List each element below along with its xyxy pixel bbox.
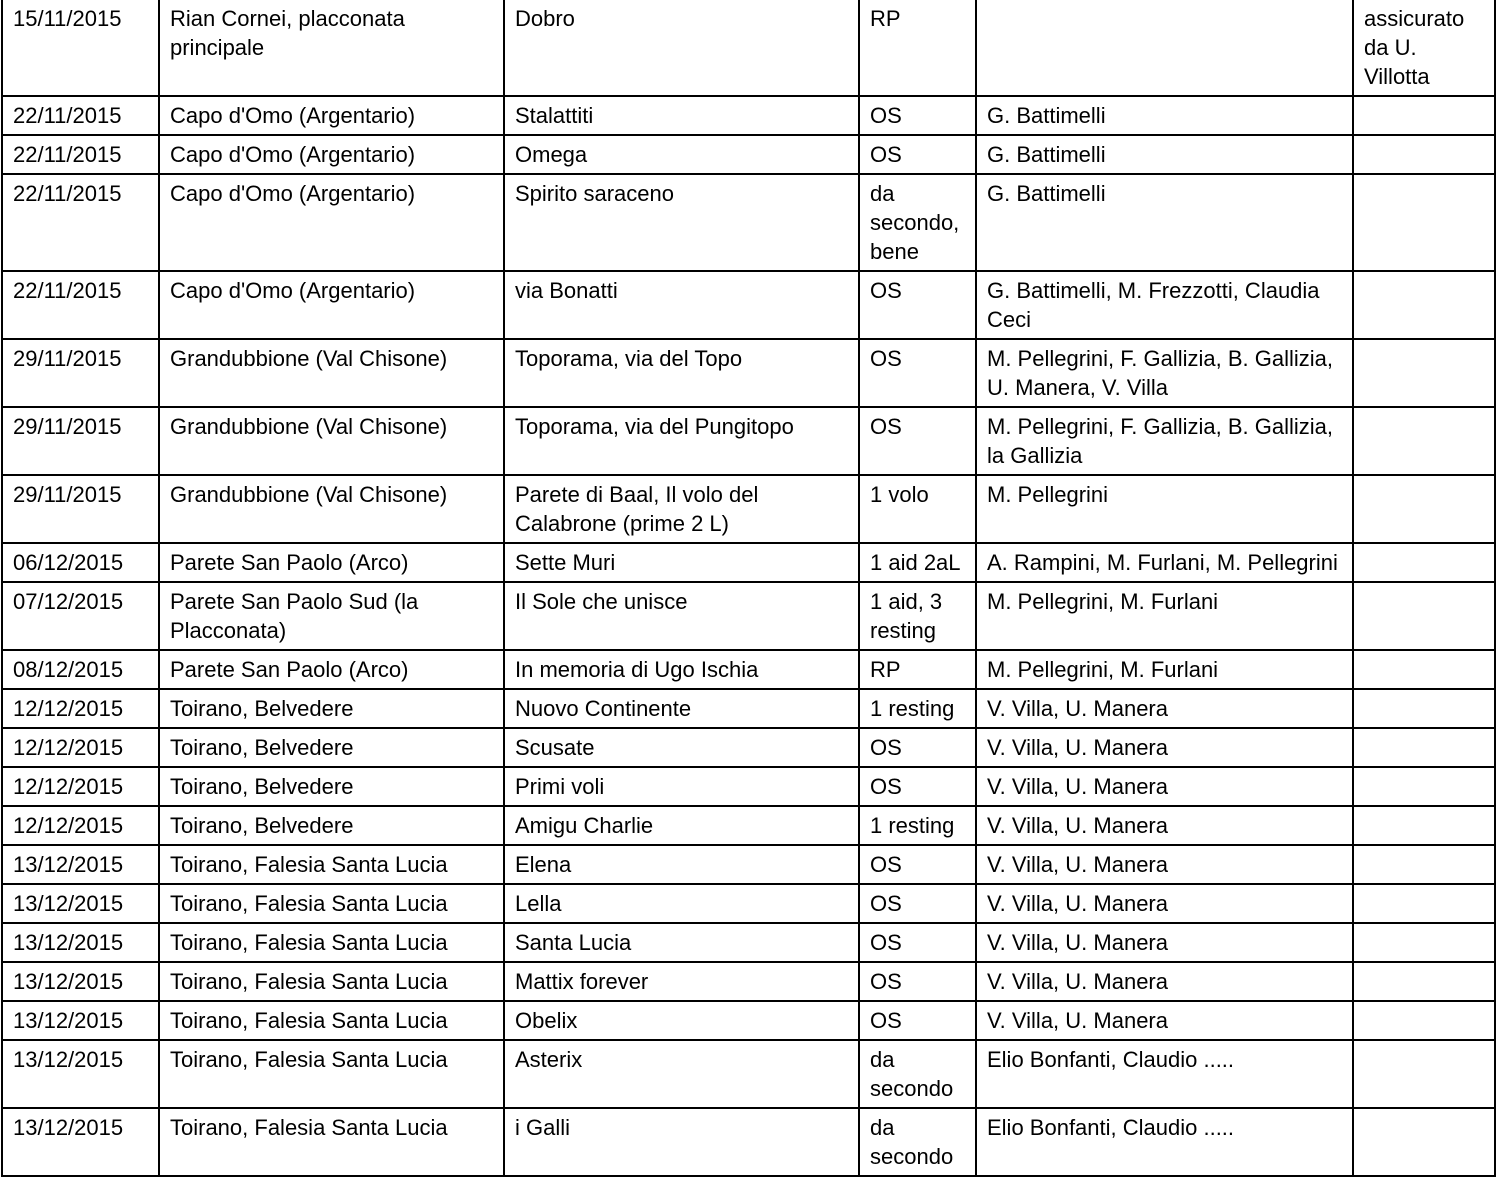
cell-date: 13/12/2015 <box>2 962 159 1001</box>
table-row <box>2 1108 1495 1176</box>
cell-notes <box>1353 271 1495 339</box>
cell-partners: M. Pellegrini, F. Gallizia, B. Gallizia, la Gallizia <box>976 407 1353 475</box>
cell-route: Dobro <box>504 0 859 96</box>
table-body <box>2 0 1495 1176</box>
cell-notes <box>1353 1040 1495 1108</box>
cell-notes <box>1353 728 1495 767</box>
cell-date: 22/11/2015 <box>2 174 159 271</box>
table-row <box>2 767 1495 806</box>
cell-location: Toirano, Falesia Santa Lucia <box>159 923 504 962</box>
cell-style: 1 resting <box>859 689 976 728</box>
cell-route: Spirito saraceno <box>504 174 859 271</box>
cell-date: 22/11/2015 <box>2 96 159 135</box>
cell-style: 1 resting <box>859 806 976 845</box>
cell-location: Toirano, Belvedere <box>159 728 504 767</box>
cell-route: Primi voli <box>504 767 859 806</box>
cell-location: Toirano, Belvedere <box>159 689 504 728</box>
cell-route: In memoria di Ugo Ischia <box>504 650 859 689</box>
cell-notes <box>1353 845 1495 884</box>
cell-style: OS <box>859 271 976 339</box>
cell-date: 07/12/2015 <box>2 582 159 650</box>
cell-notes <box>1353 543 1495 582</box>
cell-location: Capo d'Omo (Argentario) <box>159 135 504 174</box>
cell-date: 22/11/2015 <box>2 135 159 174</box>
cell-route: Asterix <box>504 1040 859 1108</box>
cell-notes <box>1353 96 1495 135</box>
cell-date: 12/12/2015 <box>2 728 159 767</box>
cell-location: Toirano, Falesia Santa Lucia <box>159 1108 504 1176</box>
cell-date: 06/12/2015 <box>2 543 159 582</box>
cell-route: Elena <box>504 845 859 884</box>
cell-location: Rian Cornei, placconata principale <box>159 0 504 96</box>
cell-partners: V. Villa, U. Manera <box>976 806 1353 845</box>
table-row <box>2 1040 1495 1108</box>
cell-partners: V. Villa, U. Manera <box>976 845 1353 884</box>
cell-style: OS <box>859 767 976 806</box>
table-row <box>2 650 1495 689</box>
cell-style: OS <box>859 923 976 962</box>
cell-notes <box>1353 767 1495 806</box>
cell-location: Parete San Paolo (Arco) <box>159 650 504 689</box>
cell-date: 13/12/2015 <box>2 923 159 962</box>
table-row <box>2 962 1495 1001</box>
cell-partners: V. Villa, U. Manera <box>976 962 1353 1001</box>
cell-route: Obelix <box>504 1001 859 1040</box>
table-row <box>2 174 1495 271</box>
table-row <box>2 689 1495 728</box>
table-row <box>2 845 1495 884</box>
cell-location: Toirano, Falesia Santa Lucia <box>159 845 504 884</box>
cell-notes <box>1353 475 1495 543</box>
cell-partners: A. Rampini, M. Furlani, M. Pellegrini <box>976 543 1353 582</box>
cell-style: OS <box>859 1001 976 1040</box>
cell-style: OS <box>859 407 976 475</box>
cell-style: OS <box>859 962 976 1001</box>
cell-route: Il Sole che unisce <box>504 582 859 650</box>
cell-partners: V. Villa, U. Manera <box>976 689 1353 728</box>
cell-location: Toirano, Belvedere <box>159 806 504 845</box>
cell-notes <box>1353 1001 1495 1040</box>
cell-style: 1 aid 2aL <box>859 543 976 582</box>
cell-route: Mattix forever <box>504 962 859 1001</box>
cell-notes <box>1353 884 1495 923</box>
table-row <box>2 135 1495 174</box>
cell-route: Santa Lucia <box>504 923 859 962</box>
cell-location: Grandubbione (Val Chisone) <box>159 407 504 475</box>
cell-partners: G. Battimelli <box>976 135 1353 174</box>
cell-partners: Elio Bonfanti, Claudio ..... <box>976 1108 1353 1176</box>
table-row <box>2 728 1495 767</box>
cell-date: 12/12/2015 <box>2 767 159 806</box>
cell-route: i Galli <box>504 1108 859 1176</box>
cell-date: 29/11/2015 <box>2 475 159 543</box>
cell-notes: assicurato da U. Villotta <box>1353 0 1495 96</box>
cell-notes <box>1353 1108 1495 1176</box>
table-row <box>2 923 1495 962</box>
cell-location: Capo d'Omo (Argentario) <box>159 96 504 135</box>
cell-notes <box>1353 806 1495 845</box>
cell-partners: G. Battimelli <box>976 174 1353 271</box>
cell-location: Toirano, Falesia Santa Lucia <box>159 884 504 923</box>
cell-partners <box>976 0 1353 96</box>
cell-style: da secondo <box>859 1040 976 1108</box>
cell-notes <box>1353 923 1495 962</box>
cell-partners: M. Pellegrini, M. Furlani <box>976 650 1353 689</box>
cell-date: 13/12/2015 <box>2 845 159 884</box>
cell-location: Parete San Paolo Sud (la Placconata) <box>159 582 504 650</box>
table-row <box>2 1001 1495 1040</box>
cell-style: OS <box>859 339 976 407</box>
cell-style: OS <box>859 845 976 884</box>
cell-location: Toirano, Falesia Santa Lucia <box>159 1001 504 1040</box>
cell-date: 13/12/2015 <box>2 1001 159 1040</box>
cell-location: Toirano, Falesia Santa Lucia <box>159 962 504 1001</box>
climbing-log-table <box>1 0 1496 1177</box>
cell-partners: G. Battimelli <box>976 96 1353 135</box>
cell-date: 13/12/2015 <box>2 884 159 923</box>
cell-location: Parete San Paolo (Arco) <box>159 543 504 582</box>
cell-date: 22/11/2015 <box>2 271 159 339</box>
cell-notes <box>1353 689 1495 728</box>
table-row <box>2 543 1495 582</box>
cell-style: OS <box>859 884 976 923</box>
cell-route: Toporama, via del Topo <box>504 339 859 407</box>
table-row <box>2 806 1495 845</box>
cell-route: via Bonatti <box>504 271 859 339</box>
cell-route: Omega <box>504 135 859 174</box>
cell-route: Parete di Baal, Il volo del Calabrone (prime 2 L) <box>504 475 859 543</box>
table-row <box>2 582 1495 650</box>
cell-route: Stalattiti <box>504 96 859 135</box>
table-row <box>2 407 1495 475</box>
cell-date: 29/11/2015 <box>2 407 159 475</box>
cell-date: 15/11/2015 <box>2 0 159 96</box>
cell-partners: V. Villa, U. Manera <box>976 767 1353 806</box>
cell-notes <box>1353 582 1495 650</box>
cell-date: 12/12/2015 <box>2 806 159 845</box>
cell-route: Scusate <box>504 728 859 767</box>
cell-location: Toirano, Falesia Santa Lucia <box>159 1040 504 1108</box>
cell-date: 13/12/2015 <box>2 1040 159 1108</box>
cell-partners: V. Villa, U. Manera <box>976 1001 1353 1040</box>
table-row <box>2 271 1495 339</box>
cell-partners: M. Pellegrini, M. Furlani <box>976 582 1353 650</box>
cell-partners: V. Villa, U. Manera <box>976 923 1353 962</box>
table-row <box>2 339 1495 407</box>
cell-style: da secondo <box>859 1108 976 1176</box>
cell-style: OS <box>859 96 976 135</box>
cell-date: 13/12/2015 <box>2 1108 159 1176</box>
cell-partners: G. Battimelli, M. Frezzotti, Claudia Ceci <box>976 271 1353 339</box>
cell-date: 29/11/2015 <box>2 339 159 407</box>
cell-location: Capo d'Omo (Argentario) <box>159 174 504 271</box>
cell-style: RP <box>859 0 976 96</box>
cell-location: Capo d'Omo (Argentario) <box>159 271 504 339</box>
cell-route: Amigu Charlie <box>504 806 859 845</box>
table-row <box>2 475 1495 543</box>
cell-location: Toirano, Belvedere <box>159 767 504 806</box>
cell-style: OS <box>859 135 976 174</box>
cell-notes <box>1353 339 1495 407</box>
cell-partners: Elio Bonfanti, Claudio ..... <box>976 1040 1353 1108</box>
cell-notes <box>1353 962 1495 1001</box>
cell-style: OS <box>859 728 976 767</box>
cell-style: da secondo, bene <box>859 174 976 271</box>
cell-notes <box>1353 407 1495 475</box>
cell-location: Grandubbione (Val Chisone) <box>159 475 504 543</box>
cell-partners: M. Pellegrini <box>976 475 1353 543</box>
cell-partners: V. Villa, U. Manera <box>976 884 1353 923</box>
cell-route: Toporama, via del Pungitopo <box>504 407 859 475</box>
table-row <box>2 96 1495 135</box>
cell-style: 1 volo <box>859 475 976 543</box>
cell-route: Lella <box>504 884 859 923</box>
cell-route: Sette Muri <box>504 543 859 582</box>
cell-style: RP <box>859 650 976 689</box>
cell-notes <box>1353 135 1495 174</box>
cell-style: 1 aid, 3 resting <box>859 582 976 650</box>
cell-route: Nuovo Continente <box>504 689 859 728</box>
cell-partners: V. Villa, U. Manera <box>976 728 1353 767</box>
cell-date: 12/12/2015 <box>2 689 159 728</box>
cell-date: 08/12/2015 <box>2 650 159 689</box>
table-row <box>2 0 1495 96</box>
cell-notes <box>1353 650 1495 689</box>
cell-location: Grandubbione (Val Chisone) <box>159 339 504 407</box>
cell-partners: M. Pellegrini, F. Gallizia, B. Gallizia, U. Manera, V. Villa <box>976 339 1353 407</box>
table-row <box>2 884 1495 923</box>
cell-notes <box>1353 174 1495 271</box>
